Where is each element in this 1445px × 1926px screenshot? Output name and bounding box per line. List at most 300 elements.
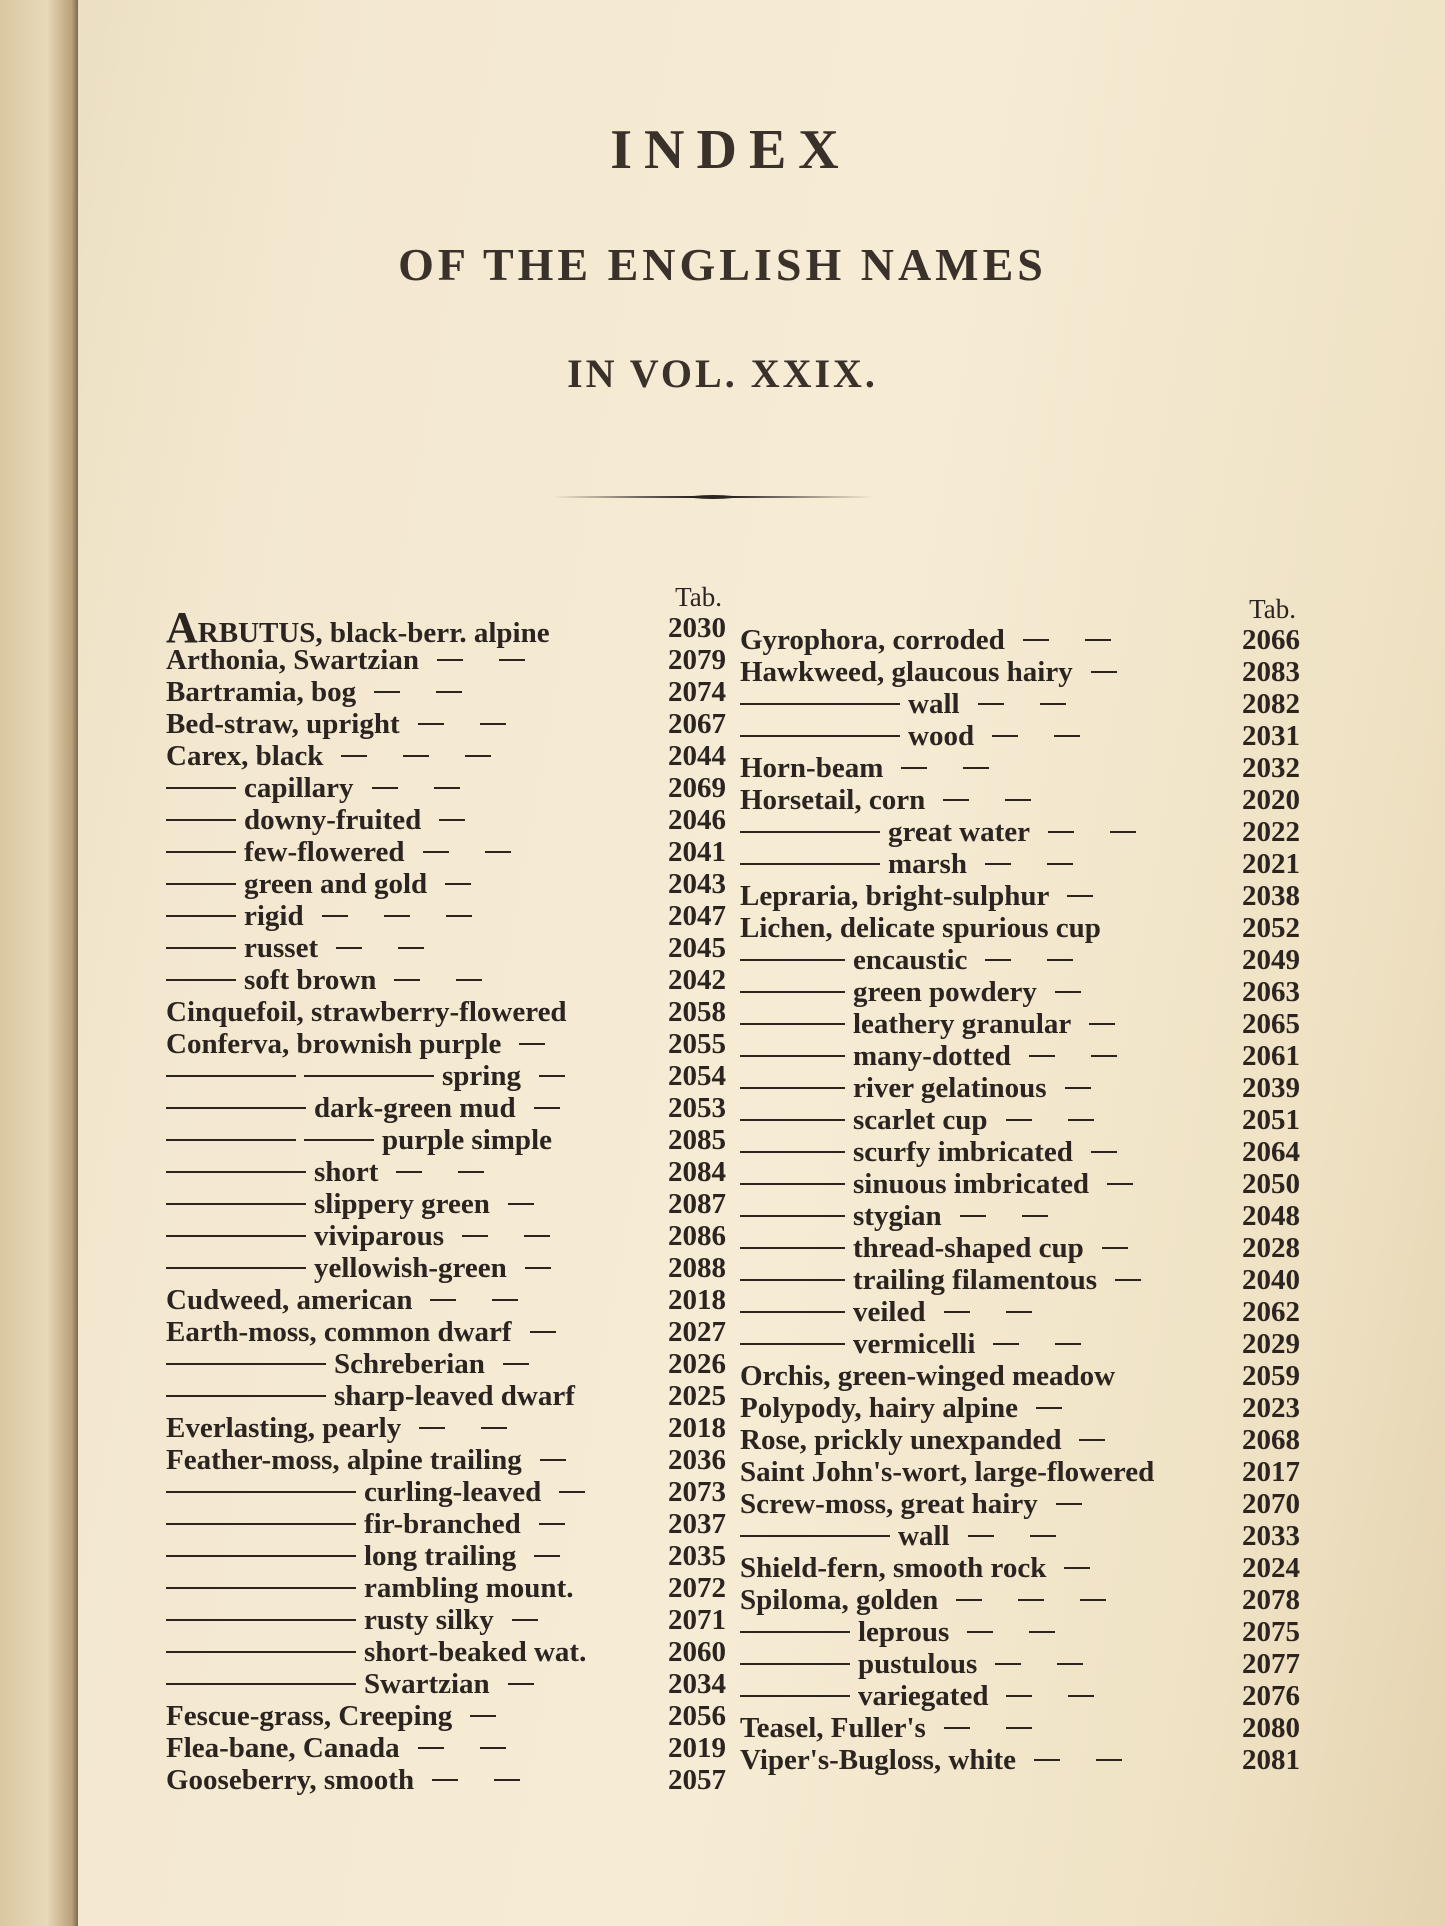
- plate-number: 2082: [1242, 688, 1300, 720]
- entry-name: [740, 1232, 1146, 1264]
- em-dash-leader: [512, 1619, 538, 1621]
- entry-label: wood: [908, 720, 975, 752]
- ditto-rule: [166, 1395, 326, 1397]
- plate-number: 2019: [668, 1732, 726, 1764]
- entry-label: pustulous: [858, 1648, 978, 1680]
- plate-number: 2054: [668, 1060, 726, 1092]
- plate-number: 2030: [668, 612, 726, 644]
- entry-name: [740, 624, 1129, 656]
- em-dash-leader: [419, 1427, 445, 1429]
- index-entry: [166, 1700, 726, 1732]
- index-entry: [166, 1508, 726, 1540]
- entry-name: [166, 932, 442, 964]
- plate-number: 2039: [1242, 1072, 1300, 1104]
- em-dash-leader: [1089, 1023, 1115, 1025]
- em-dash-leader: [1006, 1311, 1032, 1313]
- index-entry: [740, 912, 1300, 944]
- index-entry: [166, 964, 726, 996]
- entry-name: [740, 816, 1154, 848]
- em-dash-leader: [1054, 735, 1080, 737]
- plate-number: 2077: [1242, 1648, 1300, 1680]
- em-dash-leader: [1079, 1439, 1105, 1441]
- em-dash-leader: [944, 1727, 970, 1729]
- entry-name: [166, 1572, 573, 1604]
- index-entry: [166, 1476, 726, 1508]
- entry-name: [166, 1508, 583, 1540]
- entry-name: [740, 752, 1007, 784]
- plate-number: 2047: [668, 900, 726, 932]
- entry-name: [740, 1296, 1050, 1328]
- em-dash-leader: [445, 883, 471, 885]
- em-dash-leader: [430, 1299, 456, 1301]
- em-dash-leader: [1029, 1631, 1055, 1633]
- index-entry: [740, 1328, 1300, 1360]
- entry-label: Bed-straw, upright: [166, 708, 400, 740]
- em-dash-leader: [1064, 1567, 1090, 1569]
- em-dash-leader: [1056, 1503, 1082, 1505]
- plate-number: 2018: [668, 1412, 726, 1444]
- entry-name: [166, 804, 483, 836]
- entry-label: Arthonia, Swartzian: [166, 644, 419, 676]
- em-dash-leader: [530, 1331, 556, 1333]
- ditto-rule: [166, 1523, 356, 1525]
- em-dash-leader: [1102, 1247, 1128, 1249]
- decorative-rule: [553, 494, 873, 500]
- entry-label: thread-shaped cup: [853, 1232, 1084, 1264]
- index-entry: [166, 1284, 726, 1316]
- entry-label: Conferva, brownish purple: [166, 1028, 502, 1060]
- em-dash-leader: [480, 723, 506, 725]
- entry-label: encaustic: [853, 944, 968, 976]
- entry-name: [166, 1700, 514, 1732]
- index-entry: [740, 1552, 1300, 1584]
- entry-label: Schreberian: [334, 1348, 485, 1380]
- plate-number: 2027: [668, 1316, 726, 1348]
- ditto-rule: [740, 1119, 845, 1121]
- entry-name: [166, 1412, 525, 1444]
- entry-name: [166, 836, 529, 868]
- entry-name: [740, 1136, 1135, 1168]
- plate-number: 2024: [1242, 1552, 1300, 1584]
- entry-name: [740, 656, 1135, 688]
- em-dash-leader: [1107, 1183, 1133, 1185]
- ditto-rule: [740, 1535, 890, 1537]
- plate-number: 2055: [668, 1028, 726, 1060]
- em-dash-leader: [963, 767, 989, 769]
- plate-number: 2048: [1242, 1200, 1300, 1232]
- em-dash-leader: [503, 1363, 529, 1365]
- entry-label: sinuous imbricated: [853, 1168, 1090, 1200]
- entry-label: great water: [888, 816, 1030, 848]
- index-entry: [166, 1092, 726, 1124]
- em-dash-leader: [434, 787, 460, 789]
- index-entry: [166, 676, 726, 708]
- entry-label: Hawkweed, glaucous hairy: [740, 656, 1073, 688]
- plate-number: 2033: [1242, 1520, 1300, 1552]
- em-dash-leader: [1034, 1759, 1060, 1761]
- ditto-rule: [166, 1491, 356, 1493]
- entry-name: [740, 880, 1111, 912]
- em-dash-leader: [418, 1747, 444, 1749]
- entry-name: [166, 1540, 578, 1572]
- plate-number: 2017: [1242, 1456, 1300, 1488]
- plate-number: 2045: [668, 932, 726, 964]
- entry-name: [740, 912, 1101, 944]
- em-dash-leader: [499, 659, 525, 661]
- entry-name: [740, 1392, 1080, 1424]
- plate-number: 2041: [668, 836, 726, 868]
- entry-label: variegated: [858, 1680, 989, 1712]
- entry-label: wall: [908, 688, 960, 720]
- em-dash-leader: [1110, 831, 1136, 833]
- entry-name: [166, 1092, 578, 1124]
- em-dash-leader: [1047, 959, 1073, 961]
- entry-name: [740, 944, 1091, 976]
- entry-name: [166, 1028, 563, 1060]
- plate-number: 2066: [1242, 624, 1300, 656]
- plate-number: 2067: [668, 708, 726, 740]
- index-entry: [740, 1040, 1300, 1072]
- plate-number: 2056: [668, 1700, 726, 1732]
- plate-number: 2022: [1242, 816, 1300, 848]
- em-dash-leader: [1036, 1407, 1062, 1409]
- em-dash-leader: [968, 1535, 994, 1537]
- entry-label: scarlet cup: [853, 1104, 988, 1136]
- plate-number: 2080: [1242, 1712, 1300, 1744]
- entry-name: [166, 1220, 568, 1252]
- entry-label: rambling mount.: [364, 1572, 574, 1604]
- ditto-rule: [166, 851, 236, 853]
- plate-number: 2058: [668, 996, 726, 1028]
- entry-label: Everlasting, pearly: [166, 1412, 402, 1444]
- plate-number: 2044: [668, 740, 726, 772]
- index-entry: [166, 1348, 726, 1380]
- plate-number: 2081: [1242, 1744, 1300, 1776]
- em-dash-leader: [1055, 1343, 1081, 1345]
- entry-label: Polypody, hairy alpine: [740, 1392, 1018, 1424]
- entry-label: stygian: [853, 1200, 942, 1232]
- em-dash-leader: [1068, 1119, 1094, 1121]
- ditto-rule: [740, 831, 880, 833]
- entry-label: Bartramia, bog: [166, 676, 357, 708]
- index-entry: [740, 688, 1300, 720]
- index-entry: [166, 1604, 726, 1636]
- plate-number: 2049: [1242, 944, 1300, 976]
- index-entry: [740, 816, 1300, 848]
- index-entry: [166, 1060, 726, 1092]
- ditto-rule: [166, 819, 236, 821]
- em-dash-leader: [1055, 991, 1081, 993]
- entry-name: [166, 1476, 603, 1508]
- entry-label: Cinquefoil, strawberry-flowered: [166, 996, 567, 1028]
- em-dash-leader: [985, 863, 1011, 865]
- entry-label: curling-leaved: [364, 1476, 542, 1508]
- em-dash-leader: [437, 659, 463, 661]
- em-dash-leader: [1091, 671, 1117, 673]
- em-dash-leader: [398, 947, 424, 949]
- em-dash-leader: [1023, 639, 1049, 641]
- index-entry: [740, 624, 1300, 656]
- entry-name: [166, 1348, 547, 1380]
- tab-column-header: Tab.: [1249, 594, 1296, 624]
- index-entry: [166, 1572, 726, 1604]
- entry-label: leprous: [858, 1616, 950, 1648]
- plate-number: 2078: [1242, 1584, 1300, 1616]
- em-dash-leader: [508, 1683, 534, 1685]
- em-dash-leader: [458, 1171, 484, 1173]
- em-dash-leader: [1030, 1535, 1056, 1537]
- entry-label: rigid: [244, 900, 304, 932]
- entry-name: [740, 1712, 1050, 1744]
- em-dash-leader: [1096, 1759, 1122, 1761]
- page-subtitle: OF THE ENGLISH NAMES: [398, 239, 1047, 290]
- em-dash-leader: [534, 1555, 560, 1557]
- ditto-rule: [166, 979, 236, 981]
- index-entry: [166, 1540, 726, 1572]
- initial-capital: A: [166, 603, 198, 652]
- em-dash-leader: [336, 947, 362, 949]
- entry-label: Fescue-grass, Creeping: [166, 1700, 453, 1732]
- ditto-rule: [740, 1311, 845, 1313]
- ditto-rule: [740, 1247, 845, 1249]
- em-dash-leader: [978, 703, 1004, 705]
- entry-label: Screw-moss, great hairy: [740, 1488, 1038, 1520]
- entry-name: [166, 1060, 583, 1092]
- entry-label: short: [314, 1156, 379, 1188]
- entry-label: Cudweed, american: [166, 1284, 413, 1316]
- plate-number: 2063: [1242, 976, 1300, 1008]
- entry-label: Orchis, green-winged meadow: [740, 1360, 1116, 1392]
- em-dash-leader: [432, 1779, 458, 1781]
- entry-name: [166, 1156, 502, 1188]
- em-dash-leader: [995, 1663, 1021, 1665]
- plate-number: 2084: [668, 1156, 726, 1188]
- entry-name: [166, 964, 500, 996]
- plate-number: 2068: [1242, 1424, 1300, 1456]
- plate-number: 2059: [1242, 1360, 1300, 1392]
- em-dash-leader: [956, 1599, 982, 1601]
- entry-name: [166, 1380, 575, 1412]
- ditto-rule: [166, 947, 236, 949]
- ditto-rule: [740, 735, 900, 737]
- entry-name: [740, 1456, 1154, 1488]
- em-dash-leader: [394, 979, 420, 981]
- plate-number: 2061: [1242, 1040, 1300, 1072]
- plate-number: 2036: [668, 1444, 726, 1476]
- ditto-rule: [166, 1235, 306, 1237]
- index-entry: [740, 1456, 1300, 1488]
- page-title: INDEX: [610, 119, 851, 181]
- plate-number: 2026: [668, 1348, 726, 1380]
- em-dash-leader: [1091, 1151, 1117, 1153]
- index-entry: [166, 603, 726, 652]
- entry-label: Swartzian: [364, 1668, 490, 1700]
- entry-label: dark-green mud: [314, 1092, 516, 1124]
- index-entry: [166, 1764, 726, 1796]
- entry-name: [166, 1124, 552, 1156]
- ditto-rule: [166, 1555, 356, 1557]
- entry-label: Gyrophora, corroded: [740, 624, 1005, 656]
- index-entry: [740, 1296, 1300, 1328]
- plate-number: 2086: [668, 1220, 726, 1252]
- index-entry: [166, 900, 726, 932]
- entry-label: Carex, black: [166, 740, 324, 772]
- index-entry: [740, 1424, 1300, 1456]
- entry-name: [740, 1552, 1108, 1584]
- index-entry: [740, 720, 1300, 752]
- plate-number: 2050: [1242, 1168, 1300, 1200]
- entry-label: scurfy imbricated: [853, 1136, 1073, 1168]
- ditto-rule: [166, 883, 236, 885]
- em-dash-leader: [1040, 703, 1066, 705]
- entry-name: [166, 708, 524, 740]
- em-dash-leader: [494, 1779, 520, 1781]
- index-entry: [740, 1712, 1300, 1744]
- index-entry: [740, 1360, 1300, 1392]
- ditto-rule: [740, 1055, 845, 1057]
- em-dash-leader: [1029, 1055, 1055, 1057]
- entry-label: rusty silky: [364, 1604, 494, 1636]
- entry-label: spring: [442, 1060, 521, 1092]
- entry-label: few-flowered: [244, 836, 405, 868]
- entry-list: [740, 624, 1300, 1776]
- index-entry: [740, 1616, 1300, 1648]
- entry-name: [166, 1188, 552, 1220]
- index-entry: [740, 1520, 1300, 1552]
- entry-name: [166, 1604, 556, 1636]
- plate-number: 2071: [668, 1604, 726, 1636]
- em-dash-leader: [1085, 639, 1111, 641]
- em-dash-leader: [1006, 1695, 1032, 1697]
- em-dash-leader: [396, 1171, 422, 1173]
- plate-number: 2053: [668, 1092, 726, 1124]
- ditto-rule: [304, 1139, 374, 1141]
- entry-name: [740, 848, 1091, 880]
- plate-number: 2020: [1242, 784, 1300, 816]
- entry-name: [166, 1668, 552, 1700]
- entry-name: [740, 1072, 1109, 1104]
- index-entry: [740, 1168, 1300, 1200]
- plate-number: 2037: [668, 1508, 726, 1540]
- entry-name: [166, 644, 543, 676]
- index-entry: [166, 644, 726, 676]
- entry-name: [740, 1104, 1112, 1136]
- em-dash-leader: [480, 1747, 506, 1749]
- entry-name: [740, 976, 1099, 1008]
- em-dash-leader: [540, 1459, 566, 1461]
- ditto-rule: [304, 1075, 434, 1077]
- em-dash-leader: [1080, 1599, 1106, 1601]
- em-dash-leader: [1018, 1599, 1044, 1601]
- entry-label: Flea-bane, Canada: [166, 1732, 400, 1764]
- em-dash-leader: [372, 787, 398, 789]
- plate-number: 2076: [1242, 1680, 1300, 1712]
- em-dash-leader: [992, 735, 1018, 737]
- entry-label: RBUTUS, black-berr. alpine: [197, 617, 550, 649]
- plate-number: 2060: [668, 1636, 726, 1668]
- plate-number: 2070: [1242, 1488, 1300, 1520]
- plate-number: 2028: [1242, 1232, 1300, 1264]
- entry-label: Spiloma, golden: [740, 1584, 939, 1616]
- em-dash-leader: [481, 1427, 507, 1429]
- entry-label: Lichen, delicate spurious cup: [740, 912, 1101, 944]
- plate-number: 2031: [1242, 720, 1300, 752]
- index-entry: [740, 1264, 1300, 1296]
- entry-name: [166, 1252, 569, 1284]
- em-dash-leader: [967, 1631, 993, 1633]
- em-dash-leader: [374, 691, 400, 693]
- em-dash-leader: [519, 1043, 545, 1045]
- index-entry: [740, 848, 1300, 880]
- entry-label: wall: [898, 1520, 950, 1552]
- em-dash-leader: [1048, 831, 1074, 833]
- index-entry: [740, 1136, 1300, 1168]
- entry-label: Feather-moss, alpine trailing: [166, 1444, 522, 1476]
- em-dash-leader: [944, 1311, 970, 1313]
- em-dash-leader: [508, 1203, 534, 1205]
- ditto-rule: [740, 991, 845, 993]
- index-entry: [166, 1156, 726, 1188]
- index-entry: [166, 1316, 726, 1348]
- em-dash-leader: [423, 851, 449, 853]
- ditto-rule: [166, 1619, 356, 1621]
- entry-label: soft brown: [244, 964, 377, 996]
- entry-name: [740, 1744, 1140, 1776]
- index-entry: [166, 1220, 726, 1252]
- em-dash-leader: [993, 1343, 1019, 1345]
- em-dash-leader: [559, 1491, 585, 1493]
- index-entry: [166, 1412, 726, 1444]
- plate-number: 2069: [668, 772, 726, 804]
- entry-name: [740, 688, 1084, 720]
- plate-number: 2083: [1242, 656, 1300, 688]
- plate-number: 2018: [668, 1284, 726, 1316]
- ditto-rule: [166, 1651, 356, 1653]
- entry-label: Horn-beam: [740, 752, 884, 784]
- index-entry: [740, 1680, 1300, 1712]
- entry-name: [740, 1648, 1101, 1680]
- ditto-rule: [166, 1363, 326, 1365]
- entry-name: [166, 1444, 584, 1476]
- index-entry: [740, 1200, 1300, 1232]
- plate-number: 2035: [668, 1540, 726, 1572]
- index-entry: [740, 976, 1300, 1008]
- index-entry: [166, 1188, 726, 1220]
- plate-number: 2043: [668, 868, 726, 900]
- index-entry: [166, 1732, 726, 1764]
- ditto-rule: [740, 1023, 845, 1025]
- index-entry: [166, 740, 726, 772]
- em-dash-leader: [456, 979, 482, 981]
- entry-name: [740, 1008, 1133, 1040]
- entry-label: slippery green: [314, 1188, 490, 1220]
- entry-name: [740, 1328, 1099, 1360]
- em-dash-leader: [943, 799, 969, 801]
- entry-name: [166, 772, 478, 804]
- index-entry: [166, 836, 726, 868]
- entry-label: green powdery: [853, 976, 1037, 1008]
- ditto-rule: [166, 1587, 356, 1589]
- entry-label: trailing filamentous: [853, 1264, 1098, 1296]
- ditto-rule: [166, 1683, 356, 1685]
- em-dash-leader: [1091, 1055, 1117, 1057]
- plate-number: 2052: [1242, 912, 1300, 944]
- entry-label: river gelatinous: [853, 1072, 1047, 1104]
- index-entry: [166, 868, 726, 900]
- em-dash-leader: [1057, 1663, 1083, 1665]
- ditto-rule: [166, 915, 236, 917]
- entry-label: downy-fruited: [244, 804, 422, 836]
